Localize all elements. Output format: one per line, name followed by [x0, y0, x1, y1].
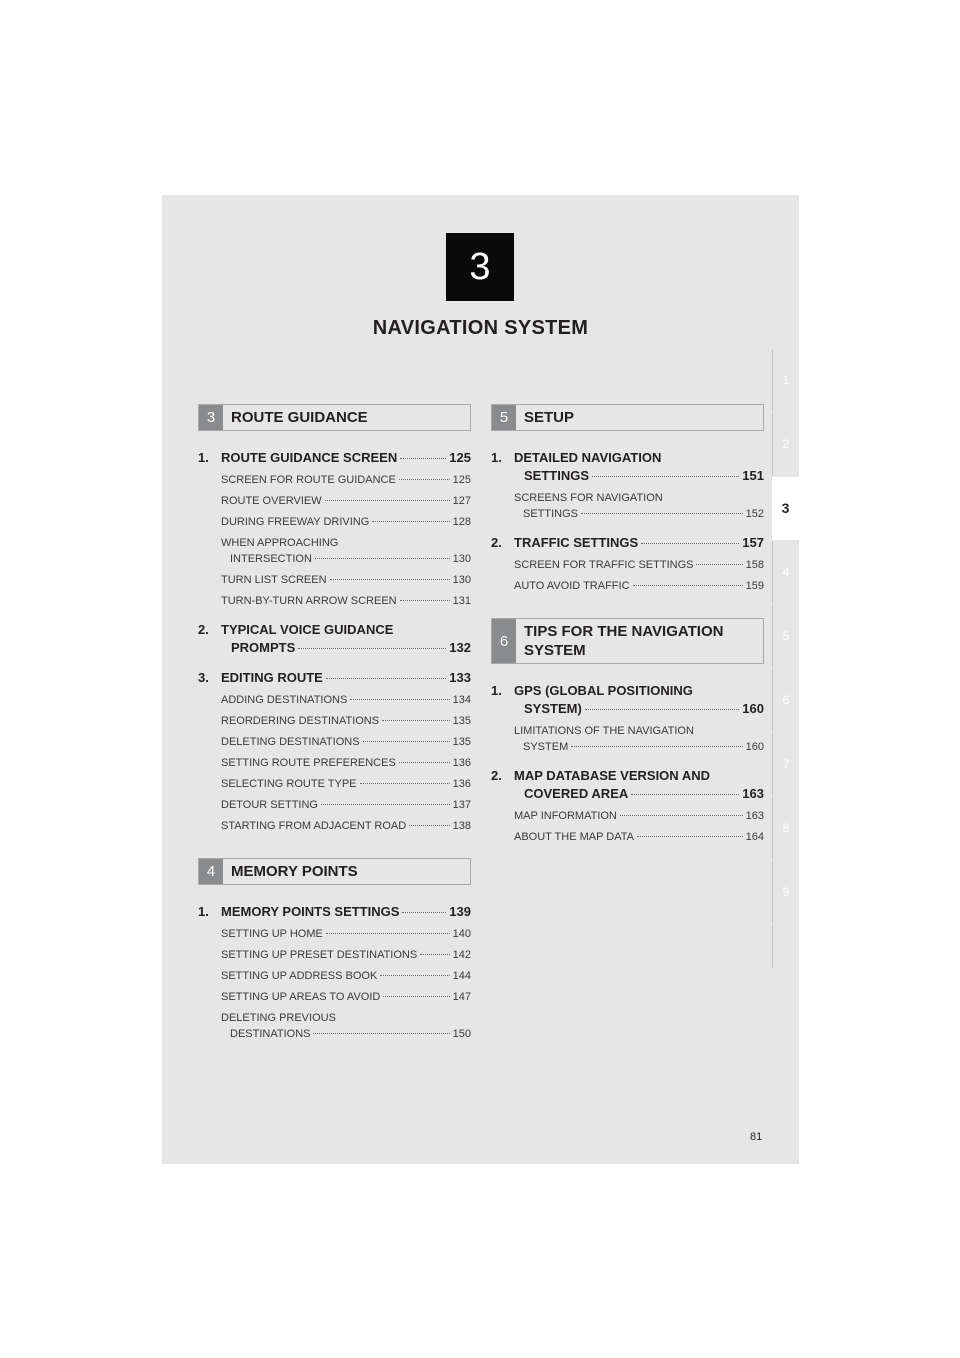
- section-header: [491, 404, 764, 431]
- leader-dots: [298, 648, 446, 649]
- subentry-line: LIMITATIONS OF THE NAVIGATION: [514, 725, 694, 737]
- toc-entry[interactable]: [491, 682, 764, 755]
- subentry-row: [221, 818, 471, 834]
- subentry-title: TURN LIST SCREEN: [221, 574, 327, 586]
- page-ref[interactable]: 127: [452, 495, 471, 507]
- section-header: [198, 404, 471, 431]
- entry-title-row: [514, 785, 764, 803]
- toc-subentry[interactable]: [514, 829, 764, 845]
- page-ref[interactable]: 152: [745, 508, 764, 520]
- entry-text: [221, 669, 471, 687]
- leader-dots: [402, 912, 446, 913]
- toc-subentry[interactable]: [221, 776, 471, 792]
- leader-dots: [641, 543, 739, 544]
- subentry-list: [221, 472, 471, 609]
- toc-entry[interactable]: [198, 903, 471, 1042]
- chapter-tab-8[interactable]: 8: [772, 797, 799, 860]
- page-ref[interactable]: 163: [745, 810, 764, 822]
- toc-entry[interactable]: [198, 621, 471, 657]
- entry-title-row: [221, 903, 471, 921]
- subentry-row: [514, 739, 764, 755]
- entry-title: TRAFFIC SETTINGS: [514, 535, 639, 550]
- subentry-line: DELETING PREVIOUS: [221, 1012, 336, 1024]
- page-ref[interactable]: 164: [745, 831, 764, 843]
- chapter-number-box: 3: [446, 233, 514, 301]
- toc-subentry[interactable]: [221, 989, 471, 1005]
- page-ref[interactable]: 130: [452, 574, 471, 586]
- entry-text: [221, 449, 471, 467]
- subentry-title: SELECTING ROUTE TYPE: [221, 778, 357, 790]
- subentry-row: [221, 493, 471, 509]
- section-header: [491, 618, 764, 664]
- subentry-row: [221, 947, 471, 963]
- leader-dots: [350, 699, 449, 700]
- subentry-title: SETTING UP PRESET DESTINATIONS: [221, 949, 418, 961]
- subentry-title: SYSTEM: [523, 741, 569, 753]
- toc-entry[interactable]: [198, 449, 471, 609]
- subentry-row: [514, 808, 764, 824]
- entry-text: [514, 534, 764, 552]
- page-ref[interactable]: 160: [745, 741, 764, 753]
- leader-dots: [372, 521, 449, 522]
- subentry-row: [221, 797, 471, 813]
- entry-number: 2.: [198, 622, 209, 637]
- chapter-title: NAVIGATION SYSTEM: [372, 317, 589, 339]
- page-ref[interactable]: 133: [449, 670, 471, 685]
- entry-number: 2.: [491, 535, 502, 550]
- section-number: 5: [492, 405, 516, 430]
- chapter-tab-2[interactable]: 2: [772, 413, 799, 476]
- page-ref[interactable]: 150: [452, 1028, 471, 1040]
- page-ref[interactable]: 125: [452, 474, 471, 486]
- entry-heading: [198, 903, 471, 921]
- subentry-list: [514, 723, 764, 755]
- section-title: TIPS FOR THE NAVIGATION SYSTEM: [524, 623, 724, 659]
- entry-title-row: [221, 449, 471, 467]
- toc-entry[interactable]: [491, 767, 764, 845]
- subentry-title: ABOUT THE MAP DATA: [514, 831, 635, 843]
- leader-dots: [330, 579, 450, 580]
- page-ref[interactable]: 136: [452, 778, 471, 790]
- leader-dots: [325, 500, 450, 501]
- chapter-tab-1[interactable]: 1: [772, 349, 799, 412]
- toc-subentry[interactable]: [514, 578, 764, 594]
- entry-heading: [491, 682, 764, 718]
- toc-entry[interactable]: [198, 669, 471, 834]
- entry-title: ROUTE GUIDANCE SCREEN: [221, 450, 398, 465]
- leader-dots: [399, 762, 450, 763]
- subentry-title: SETTINGS: [523, 508, 579, 520]
- page-ref[interactable]: 144: [452, 970, 471, 982]
- subentry-title: SETTING UP ADDRESS BOOK: [221, 970, 378, 982]
- entry-title-row: [514, 467, 764, 485]
- entry-number: 1.: [198, 904, 209, 919]
- entry-text: [221, 621, 471, 657]
- section-3: [198, 404, 471, 834]
- entry-title-line: MAP DATABASE VERSION AND: [514, 768, 710, 783]
- leader-dots: [380, 975, 449, 976]
- subentry-title: SETTING UP HOME: [221, 928, 323, 940]
- subentry-row: [514, 829, 764, 845]
- entry-title-row: [514, 700, 764, 718]
- page-ref[interactable]: 142: [452, 949, 471, 961]
- subentry-row: [514, 506, 764, 522]
- toc-subentry[interactable]: [221, 1010, 471, 1042]
- subentry-list: [514, 490, 764, 522]
- leader-dots: [399, 479, 450, 480]
- section-number: 4: [199, 859, 223, 884]
- subentry-row: [221, 989, 471, 1005]
- entry-title-line: TYPICAL VOICE GUIDANCE: [221, 622, 394, 637]
- toc-subentry[interactable]: [221, 493, 471, 509]
- entry-title: SETTINGS: [524, 468, 590, 483]
- subentry-row: [514, 557, 764, 573]
- toc-subentry[interactable]: [221, 926, 471, 942]
- section-title: SETUP: [524, 409, 575, 426]
- chapter-tab-5[interactable]: 5: [772, 605, 799, 668]
- toc-subentry[interactable]: [514, 490, 764, 522]
- entry-heading: [198, 621, 471, 657]
- subentry-row: [514, 578, 764, 594]
- entry-number: 1.: [491, 683, 502, 698]
- section-number: 3: [199, 405, 223, 430]
- toc-left-column: [198, 404, 471, 1066]
- page-ref[interactable]: 163: [742, 786, 764, 801]
- chapter-tab-blank: [772, 925, 799, 968]
- entry-text: [221, 903, 471, 921]
- page-ref[interactable]: 134: [452, 694, 471, 706]
- page-ref[interactable]: 131: [452, 595, 471, 607]
- toc-right-column: [491, 404, 764, 869]
- page-ref[interactable]: 137: [452, 799, 471, 811]
- page-number: 81: [750, 1131, 763, 1143]
- leader-dots: [363, 741, 450, 742]
- subentry-list: [221, 692, 471, 834]
- subentry-list: [221, 926, 471, 1042]
- toc-subentry[interactable]: [221, 535, 471, 567]
- subentry-line: SCREENS FOR NAVIGATION: [514, 492, 663, 504]
- toc-subentry[interactable]: [221, 968, 471, 984]
- leader-dots: [326, 933, 450, 934]
- entry-title: COVERED AREA: [524, 786, 629, 801]
- subentry-row: [221, 1026, 471, 1042]
- subentry-title: TURN-BY-TURN ARROW SCREEN: [221, 595, 397, 607]
- toc-subentry[interactable]: [221, 947, 471, 963]
- leader-dots: [400, 458, 446, 459]
- page-ref[interactable]: 135: [452, 715, 471, 727]
- entry-title: PROMPTS: [231, 640, 296, 655]
- entry-text: [514, 449, 764, 485]
- toc-subentry[interactable]: [221, 797, 471, 813]
- leader-dots: [383, 996, 449, 997]
- subentry-title: ADDING DESTINATIONS: [221, 694, 348, 706]
- subentry-row: [221, 572, 471, 588]
- leader-dots: [315, 558, 450, 559]
- chapter-tab-9[interactable]: 9: [772, 861, 799, 924]
- subentry-row: [221, 713, 471, 729]
- entry-heading: [491, 449, 764, 485]
- subentry-title: AUTO AVOID TRAFFIC: [514, 580, 630, 592]
- subentry-title: SETTING ROUTE PREFERENCES: [221, 757, 396, 769]
- leader-dots: [631, 794, 739, 795]
- leader-dots: [696, 564, 742, 565]
- entry-text: [514, 767, 764, 803]
- subentry-row: [221, 926, 471, 942]
- section-title: ROUTE GUIDANCE: [231, 409, 368, 426]
- section-header: [198, 858, 471, 885]
- entry-heading: [198, 449, 471, 467]
- subentry-title: DESTINATIONS: [230, 1028, 311, 1040]
- subentry-title: REORDERING DESTINATIONS: [221, 715, 380, 727]
- chapter-tab-7[interactable]: 7: [772, 733, 799, 796]
- leader-dots: [620, 815, 743, 816]
- page-ref[interactable]: 135: [452, 736, 471, 748]
- entry-heading: [491, 534, 764, 552]
- leader-dots: [637, 836, 743, 837]
- entry-number: 2.: [491, 768, 502, 783]
- entry-title: SYSTEM): [524, 701, 582, 716]
- subentry-row: [221, 514, 471, 530]
- section-5: [491, 404, 764, 594]
- manual-page: [162, 195, 799, 1164]
- leader-dots: [571, 746, 742, 747]
- subentry-row: [221, 692, 471, 708]
- section-6: [491, 618, 764, 845]
- page-ref[interactable]: 160: [742, 701, 764, 716]
- entry-text: [514, 682, 764, 718]
- page-ref[interactable]: 132: [449, 640, 471, 655]
- subentry-row: [221, 755, 471, 771]
- leader-dots: [313, 1033, 449, 1034]
- entry-number: 1.: [198, 450, 209, 465]
- toc-subentry[interactable]: [514, 723, 764, 755]
- subentry-row: [221, 593, 471, 609]
- subentry-title: INTERSECTION: [230, 553, 312, 565]
- entry-title-line: DETAILED NAVIGATION: [514, 450, 662, 465]
- toc-subentry[interactable]: [221, 593, 471, 609]
- page-ref[interactable]: 147: [452, 991, 471, 1003]
- page-ref[interactable]: 159: [745, 580, 764, 592]
- leader-dots: [321, 804, 450, 805]
- subentry-title: SCREEN FOR ROUTE GUIDANCE: [221, 474, 396, 486]
- chapter-tab-3[interactable]: 3: [772, 477, 799, 540]
- toc-subentry[interactable]: [221, 818, 471, 834]
- subentry-title: SETTING UP AREAS TO AVOID: [221, 991, 381, 1003]
- subentry-title: ROUTE OVERVIEW: [221, 495, 322, 507]
- subentry-row: [221, 472, 471, 488]
- leader-dots: [581, 513, 743, 514]
- entry-title-row: [221, 669, 471, 687]
- page-ref[interactable]: 136: [452, 757, 471, 769]
- page-ref[interactable]: 130: [452, 553, 471, 565]
- leader-dots: [592, 476, 739, 477]
- leader-dots: [400, 600, 450, 601]
- toc-entry[interactable]: [491, 534, 764, 594]
- leader-dots: [326, 678, 446, 679]
- leader-dots: [585, 709, 740, 710]
- chapter-tab-4[interactable]: 4: [772, 541, 799, 604]
- leader-dots: [382, 720, 450, 721]
- entry-number: 1.: [491, 450, 502, 465]
- toc-subentry[interactable]: [221, 514, 471, 530]
- subentry-title: DURING FREEWAY DRIVING: [221, 516, 370, 528]
- leader-dots: [409, 825, 449, 826]
- page-ref[interactable]: 151: [742, 468, 764, 483]
- subentry-row: [221, 551, 471, 567]
- page-ref[interactable]: 128: [452, 516, 471, 528]
- subentry-line: WHEN APPROACHING: [221, 537, 339, 549]
- leader-dots: [420, 954, 449, 955]
- section-4: [198, 858, 471, 1042]
- entry-number: 3.: [198, 670, 209, 685]
- toc-subentry[interactable]: [221, 692, 471, 708]
- toc-entry[interactable]: [491, 449, 764, 522]
- entry-title-row: [514, 534, 764, 552]
- section-number: 6: [492, 619, 516, 663]
- toc-subentry[interactable]: [221, 734, 471, 750]
- subentry-title: MAP INFORMATION: [514, 810, 617, 822]
- toc-subentry[interactable]: [221, 572, 471, 588]
- toc-subentry[interactable]: [221, 755, 471, 771]
- page-ref[interactable]: 139: [449, 904, 471, 919]
- page-ref[interactable]: 140: [452, 928, 471, 940]
- leader-dots: [633, 585, 743, 586]
- subentry-list: [514, 557, 764, 594]
- entry-title-line: GPS (GLOBAL POSITIONING: [514, 683, 693, 698]
- subentry-row: [221, 776, 471, 792]
- chapter-tabs: [772, 349, 799, 969]
- subentry-row: [221, 968, 471, 984]
- page-ref[interactable]: 138: [452, 820, 471, 832]
- entry-heading: [491, 767, 764, 803]
- subentry-title: DETOUR SETTING: [221, 799, 318, 811]
- leader-dots: [360, 783, 450, 784]
- subentry-list: [514, 808, 764, 845]
- page-ref[interactable]: 157: [742, 535, 764, 550]
- toc-subentry[interactable]: [514, 557, 764, 573]
- entry-heading: [198, 669, 471, 687]
- toc-subentry[interactable]: [221, 713, 471, 729]
- page-ref[interactable]: 158: [745, 559, 764, 571]
- entry-title: MEMORY POINTS SETTINGS: [221, 904, 400, 919]
- page-ref[interactable]: 125: [449, 450, 471, 465]
- chapter-tab-6[interactable]: 6: [772, 669, 799, 732]
- subentry-title: DELETING DESTINATIONS: [221, 736, 360, 748]
- subentry-title: SCREEN FOR TRAFFIC SETTINGS: [514, 559, 694, 571]
- subentry-row: [221, 734, 471, 750]
- subentry-title: STARTING FROM ADJACENT ROAD: [221, 820, 407, 832]
- section-title: MEMORY POINTS: [231, 863, 358, 880]
- toc-subentry[interactable]: [221, 472, 471, 488]
- entry-title: EDITING ROUTE: [221, 670, 323, 685]
- toc-subentry[interactable]: [514, 808, 764, 824]
- entry-title-row: [221, 639, 471, 657]
